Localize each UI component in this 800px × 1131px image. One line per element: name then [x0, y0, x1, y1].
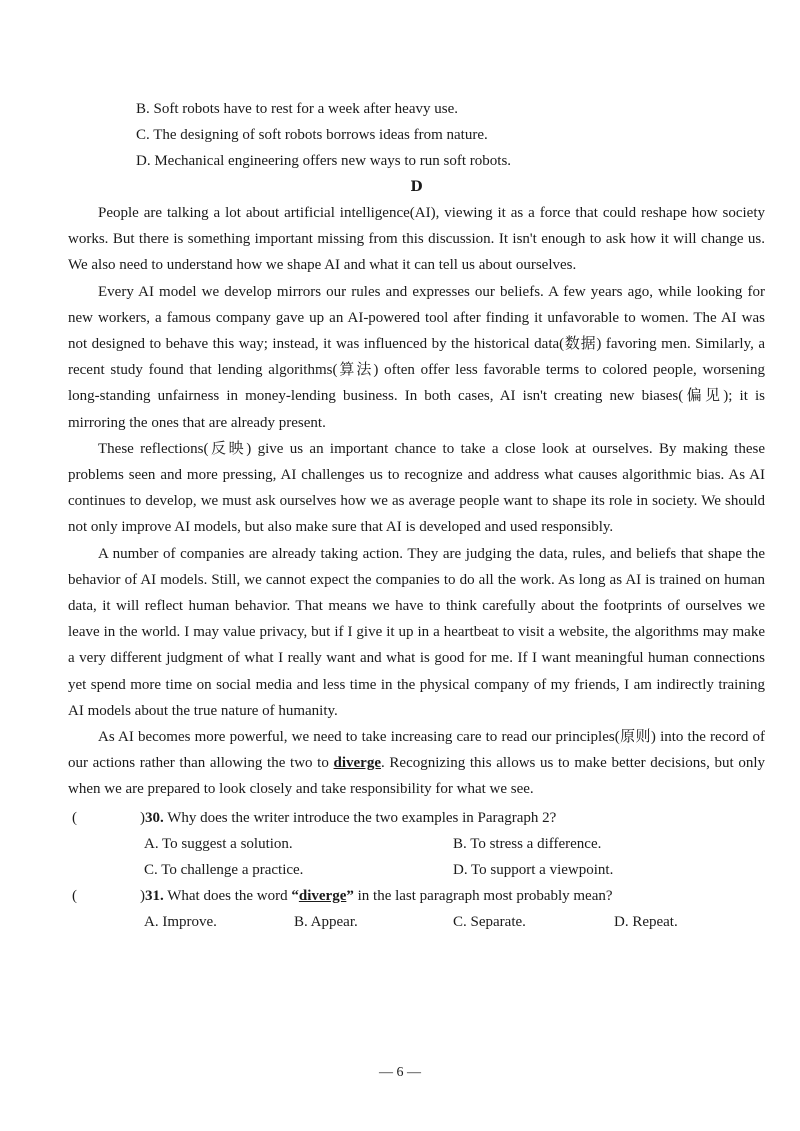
question-31-options: [68, 909, 765, 935]
paragraph-1: People are talking a lot about artificial intelligence(AI), viewing it as a force that could reshape how society works. But there is something important missing from this discussion. It isn't enough to ask how it will change us. We also need to understand how we shape AI and what it can tell us about ourselves.: [68, 205, 765, 274]
question-text: Why does the writer introduce the two examples in Paragraph 2?: [167, 809, 557, 826]
question-number: 30.: [145, 809, 164, 826]
passage: [68, 200, 765, 803]
paragraph-4: A number of companies are already taking action. They are judging the data, rules, and beliefs that shape the behavior of AI models. Still, we cannot expect the companies to do all the work. As long as AI is trained on human data, it will reflect human behavior. That means we have to think carefully about the footprints of ourselves we leave in the world. I may value privacy, but if I give it up in a heartbeat to visit a website, the algorithms may make a very different judgment of what I really want and what is good for me. If I want meaningful human connections yet spend more time on social media and less time in the physical company of my friends, I am indirectly training AI models about the true nature of humanity.: [68, 545, 765, 719]
paragraph-2: Every AI model we develop mirrors our rules and expresses our beliefs. A few years ago, while looking for new workers, a famous company gave up an AI-powered tool after finding it unfavorable to women. The AI was not designed to behave this way; instead, it was influenced by the historical data(数据) favoring men. Similarly, a recent study found that lending algorithms(算法) often offer less favorable terms to colored people, worsening long-standing unfairness in money-lending business. In both cases, AI isn't creating new biases(偏见); it is mirroring the ones that are already present.: [68, 283, 765, 431]
answer-blank-close: ): [140, 809, 145, 826]
quote-open: “: [291, 887, 299, 904]
answer-blank-open: (: [72, 809, 77, 826]
option-b[interactable]: B. Appear.: [294, 913, 358, 930]
option-d[interactable]: D. Repeat.: [614, 913, 678, 930]
question-30: [68, 805, 765, 883]
page-number: — 6 —: [379, 1065, 421, 1080]
option-d[interactable]: D. To support a viewpoint.: [453, 861, 614, 878]
quote-close: ”: [346, 887, 354, 904]
highlighted-word: diverge: [333, 755, 381, 772]
previous-question-options: [68, 96, 765, 174]
question-30-stem: [68, 805, 765, 831]
option-a[interactable]: A. Improve.: [144, 913, 217, 930]
option-d-prev: D. Mechanical engineering offers new ways to run soft robots.: [136, 153, 512, 169]
question-number: 31.: [145, 887, 164, 904]
question-text-a: What does the word: [167, 887, 292, 904]
highlighted-word: diverge: [298, 887, 347, 904]
question-31-stem: [68, 883, 765, 909]
option-b-prev: B. Soft robots have to rest for a week after heavy use.: [136, 101, 458, 117]
exam-page: [68, 96, 765, 935]
option-b[interactable]: B. To stress a difference.: [453, 835, 602, 852]
option-c[interactable]: C. Separate.: [453, 913, 526, 930]
question-30-options-row-1: [68, 831, 765, 857]
option-c[interactable]: C. To challenge a practice.: [144, 861, 304, 878]
option-c-prev: C. The designing of soft robots borrows ideas from nature.: [136, 127, 488, 143]
section-heading: D: [410, 179, 423, 195]
paragraph-5-text-b: . Recognizing this allows us to make better decisions, but only when we are prepared to look closely and take responsibility for what we see.: [68, 755, 765, 798]
paragraph-5: [68, 724, 765, 803]
question-31: [68, 883, 765, 935]
answer-blank-open: (: [72, 887, 77, 904]
question-30-options-row-2: [68, 857, 765, 883]
paragraph-5-text-a: As AI becomes more powerful, we need to take increasing care to read our principles(原则) into the record of our actions rather than allowing the two to: [68, 729, 765, 772]
answer-blank-close: ): [140, 887, 145, 904]
question-text-b: in the last paragraph most probably mean?: [353, 887, 613, 904]
paragraph-3: These reflections(反映) give us an important chance to take a close look at ourselves. By making these problems seen and more pressing, AI challenges us to recognize and address what causes algorithmic bias. As AI continues to develop, we must ask ourselves how we as average people want to shape its role in society. We should not only improve AI models, but also make sure that AI is developed and used responsibly.: [68, 440, 765, 536]
option-a[interactable]: A. To suggest a solution.: [144, 835, 293, 852]
